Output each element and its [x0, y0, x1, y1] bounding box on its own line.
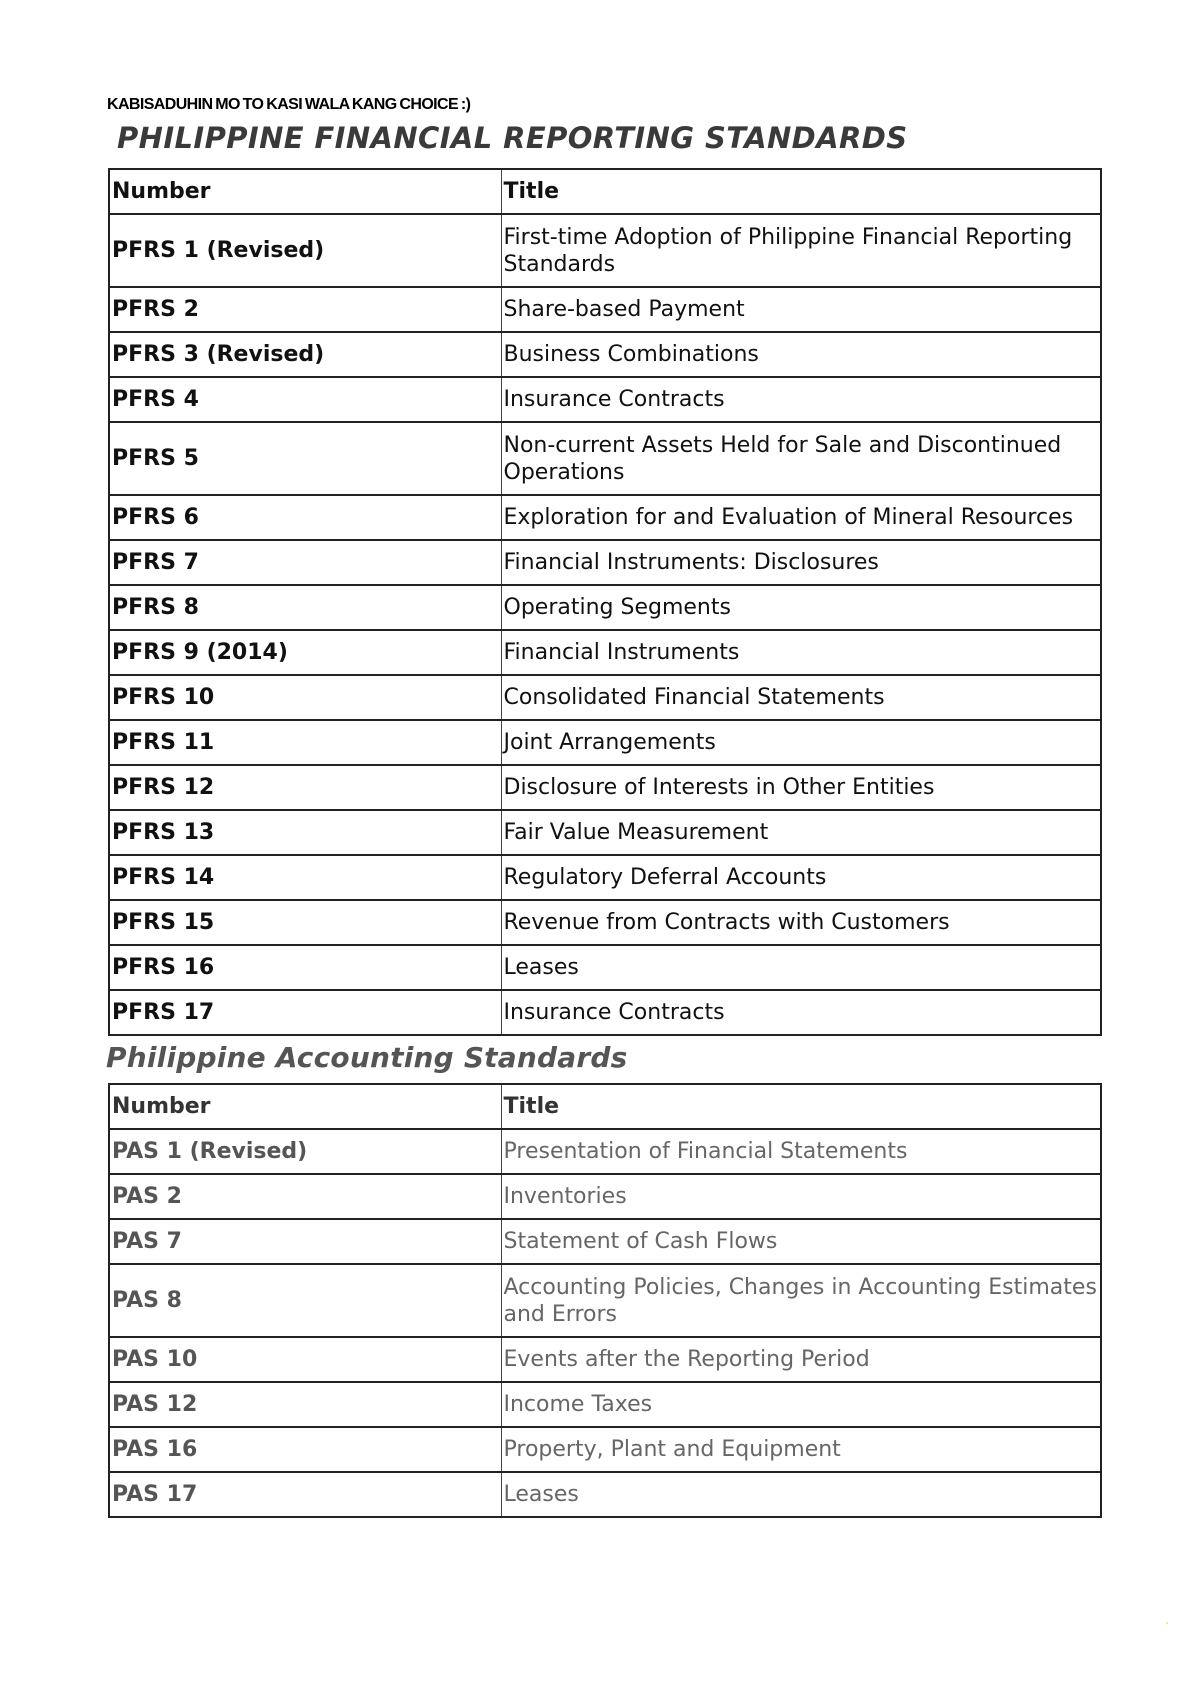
standard-number: PAS 10: [109, 1337, 501, 1382]
standard-number: PFRS 13: [109, 810, 501, 855]
table-row: [109, 495, 1101, 540]
standard-number: PFRS 1 (Revised): [109, 214, 501, 287]
standard-title: Fair Value Measurement: [501, 810, 1101, 855]
standard-number: PAS 1 (Revised): [109, 1129, 501, 1174]
table-row: [109, 810, 1101, 855]
standard-number: PFRS 10: [109, 675, 501, 720]
standard-number: PFRS 9 (2014): [109, 630, 501, 675]
column-header-title: Title: [501, 1084, 1101, 1129]
pfrs-heading: PHILIPPINE FINANCIAL REPORTING STANDARDS: [117, 121, 908, 155]
standard-title: Joint Arrangements: [501, 720, 1101, 765]
standard-number: PFRS 11: [109, 720, 501, 765]
standard-number: PAS 2: [109, 1174, 501, 1219]
standard-title: Consolidated Financial Statements: [501, 675, 1101, 720]
standard-title: Insurance Contracts: [501, 990, 1101, 1035]
table-row: [109, 1337, 1101, 1382]
standard-title: Regulatory Deferral Accounts: [501, 855, 1101, 900]
scan-speck: [1166, 1622, 1168, 1624]
table-row: [109, 945, 1101, 990]
pas-heading: Philippine Accounting Standards: [106, 1041, 628, 1074]
standard-title: Share-based Payment: [501, 287, 1101, 332]
standard-title: Leases: [501, 1472, 1101, 1517]
standard-number: PFRS 2: [109, 287, 501, 332]
table-row: [109, 1174, 1101, 1219]
column-header-title: Title: [501, 169, 1101, 214]
standard-title: Accounting Policies, Changes in Accounting Estimates and Errors: [501, 1264, 1101, 1337]
table-row: [109, 855, 1101, 900]
table-row: [109, 1472, 1101, 1517]
page-note: KABISADUHIN MO TO KASI WALA KANG CHOICE :): [107, 96, 471, 113]
standard-number: PFRS 4: [109, 377, 501, 422]
standard-number: PFRS 3 (Revised): [109, 332, 501, 377]
standard-title: Presentation of Financial Statements: [501, 1129, 1101, 1174]
table-row: [109, 1129, 1101, 1174]
column-header-number: Number: [109, 169, 501, 214]
standard-number: PFRS 15: [109, 900, 501, 945]
standard-title: Property, Plant and Equipment: [501, 1427, 1101, 1472]
table-row: [109, 377, 1101, 422]
standard-title: Business Combinations: [501, 332, 1101, 377]
table-row: [109, 675, 1101, 720]
standard-number: PAS 17: [109, 1472, 501, 1517]
standard-title: Non-current Assets Held for Sale and Discontinued Operations: [501, 422, 1101, 495]
table-row: [109, 1427, 1101, 1472]
standard-title: Events after the Reporting Period: [501, 1337, 1101, 1382]
standard-title: Inventories: [501, 1174, 1101, 1219]
table-row: [109, 900, 1101, 945]
standard-number: PFRS 14: [109, 855, 501, 900]
standard-number: PFRS 6: [109, 495, 501, 540]
standard-number: PFRS 17: [109, 990, 501, 1035]
table-row: [109, 630, 1101, 675]
standard-number: PAS 8: [109, 1264, 501, 1337]
standard-number: PAS 7: [109, 1219, 501, 1264]
table-row: [109, 332, 1101, 377]
table-row: [109, 720, 1101, 765]
pfrs-table: [108, 168, 1102, 1036]
table-row: [109, 585, 1101, 630]
standard-title: Leases: [501, 945, 1101, 990]
table-row: [109, 214, 1101, 287]
pas-table: [108, 1083, 1102, 1518]
standard-number: PFRS 8: [109, 585, 501, 630]
table-row: [109, 765, 1101, 810]
table-row: [109, 540, 1101, 585]
standard-number: PFRS 16: [109, 945, 501, 990]
standard-title: Disclosure of Interests in Other Entities: [501, 765, 1101, 810]
standard-title: Revenue from Contracts with Customers: [501, 900, 1101, 945]
standard-title: Exploration for and Evaluation of Mineral Resources: [501, 495, 1101, 540]
standard-number: PAS 12: [109, 1382, 501, 1427]
standard-number: PFRS 7: [109, 540, 501, 585]
standard-title: Financial Instruments: [501, 630, 1101, 675]
table-row: [109, 1264, 1101, 1337]
column-header-number: Number: [109, 1084, 501, 1129]
standard-title: Insurance Contracts: [501, 377, 1101, 422]
standard-number: PAS 16: [109, 1427, 501, 1472]
table-row: [109, 990, 1101, 1035]
table-row: [109, 287, 1101, 332]
table-row: [109, 1219, 1101, 1264]
table-row: [109, 1382, 1101, 1427]
standard-title: Income Taxes: [501, 1382, 1101, 1427]
table-row: [109, 422, 1101, 495]
standard-title: Financial Instruments: Disclosures: [501, 540, 1101, 585]
standard-title: First-time Adoption of Philippine Financial Reporting Standards: [501, 214, 1101, 287]
standard-number: PFRS 5: [109, 422, 501, 495]
standard-title: Operating Segments: [501, 585, 1101, 630]
standard-title: Statement of Cash Flows: [501, 1219, 1101, 1264]
pfrs-header-row: [109, 169, 1101, 214]
standard-number: PFRS 12: [109, 765, 501, 810]
pas-header-row: [109, 1084, 1101, 1129]
